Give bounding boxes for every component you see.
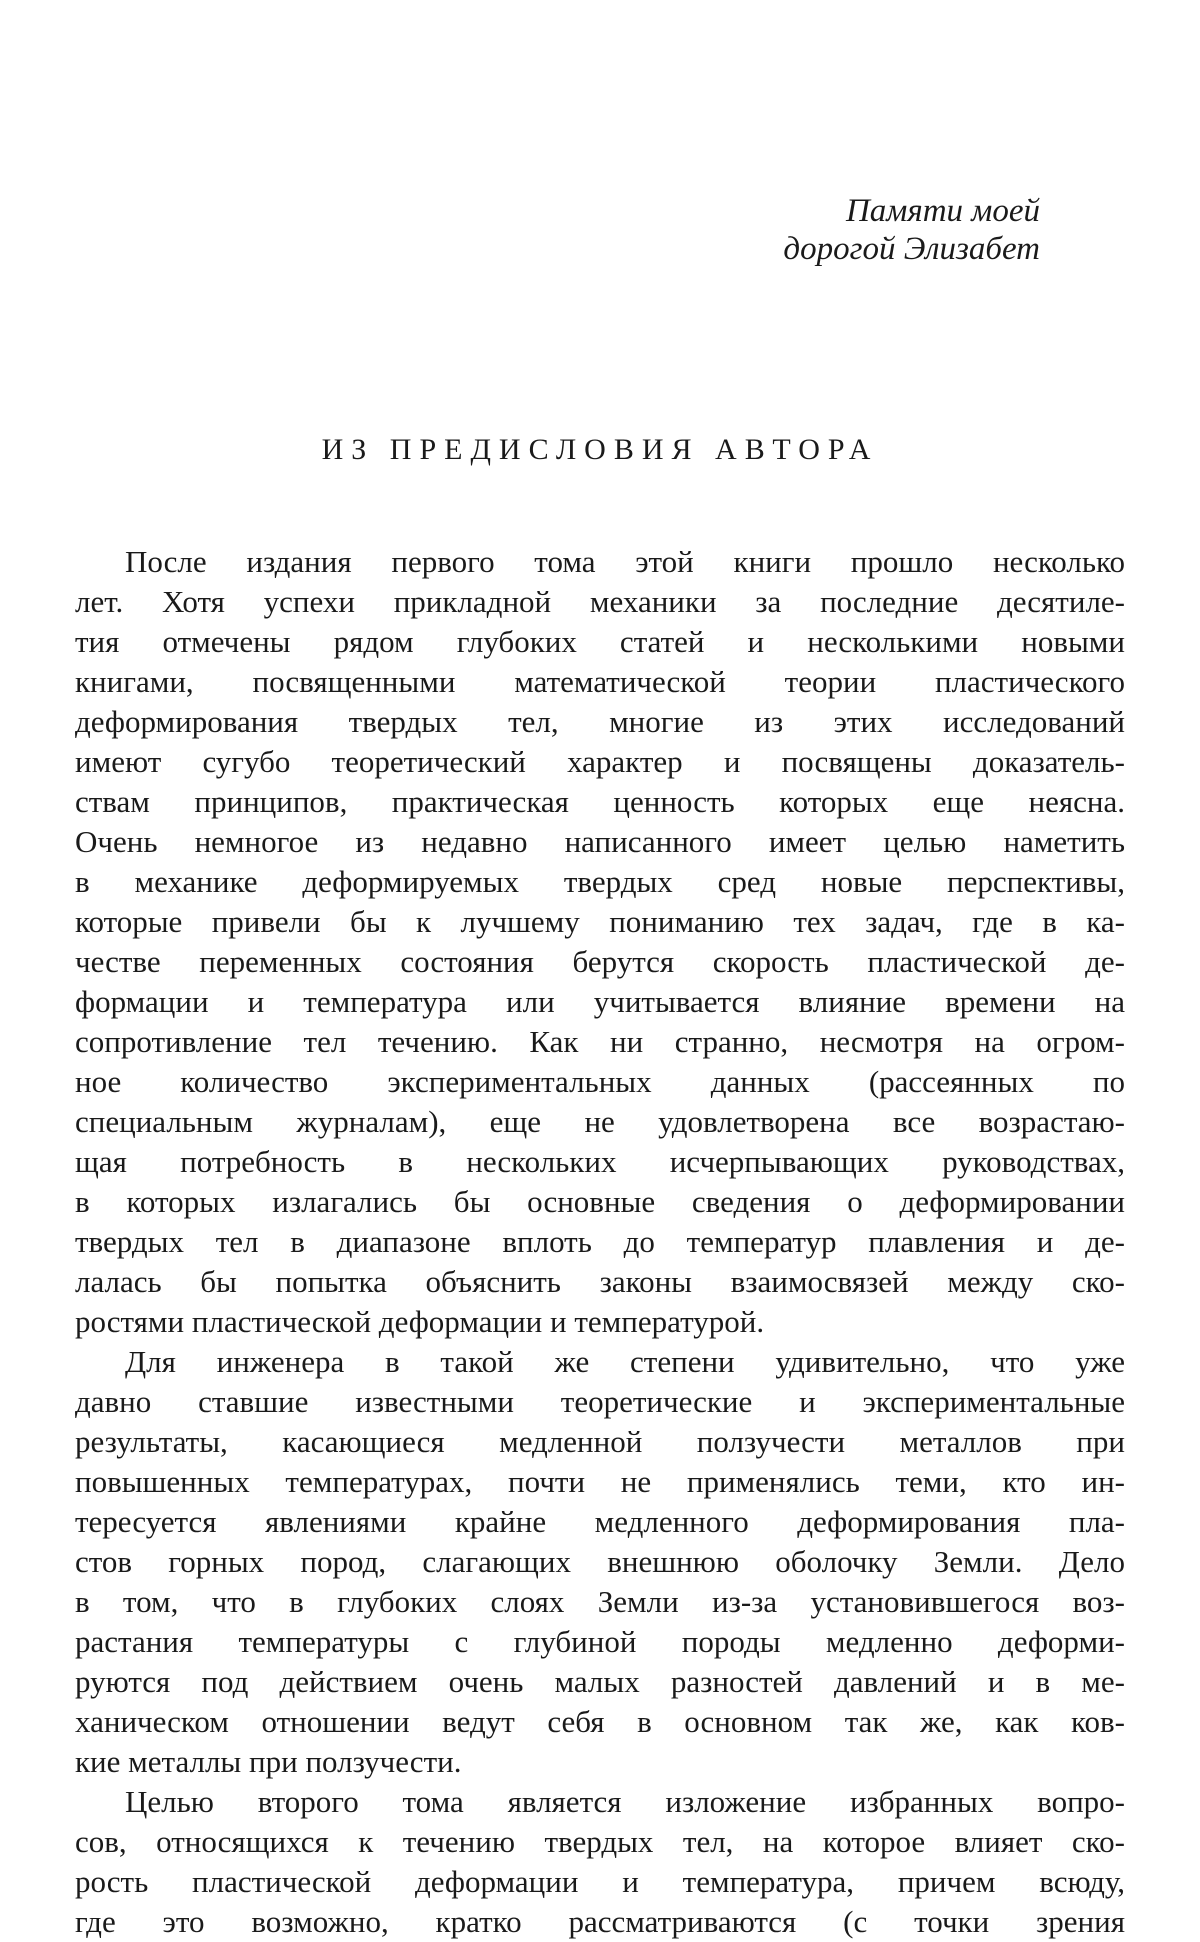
text-line: которые привели бы к лучшему пониманию тех задач, где в ка- [75, 904, 1125, 939]
text-line: лалась бы попытка объяснить законы взаимосвязей между ско- [75, 1264, 1125, 1299]
text-line: в механике деформируемых твердых сред новые перспективы, [75, 864, 1125, 899]
text-line: Целью второго тома является изложение избранных вопро- [125, 1784, 1125, 1819]
text-line: специальным журналам), еще не удовлетворена все возрастаю- [75, 1104, 1125, 1139]
text-line: рость пластической деформации и температура, причем всюду, [75, 1864, 1125, 1899]
text-line: ханическом отношении ведут себя в основном так же, как ков- [75, 1704, 1125, 1739]
text-line: стов горных пород, слагающих внешнюю оболочку Земли. Дело [75, 1544, 1125, 1579]
text-line: тия отмечены рядом глубоких статей и несколькими новыми [75, 624, 1125, 659]
text-line: в том, что в глубоких слоях Земли из-за установившегося воз- [75, 1584, 1125, 1619]
text-line: формации и температура или учитывается влияние времени на [75, 984, 1125, 1019]
dedication-line-2: дорогой Элизабет [783, 231, 1040, 267]
text-line: Для инженера в такой же степени удивительно, что уже [125, 1344, 1125, 1379]
text-line: ное количество экспериментальных данных (рассеянных по [75, 1064, 1125, 1099]
text-line: повышенных температурах, почти не применялись теми, кто ин- [75, 1464, 1125, 1499]
text-line: давно ставшие известными теоретические и экспериментальные [75, 1384, 1125, 1419]
paragraph-2 [75, 1342, 1125, 1782]
text-line: результаты, касающиеся медленной ползучести металлов при [75, 1424, 1125, 1459]
dedication-line-1: Памяти моей [845, 193, 1040, 229]
text-line: ростями пластической деформации и температурой. [75, 1304, 765, 1339]
text-line: честве переменных состояния берутся скорость пластической де- [75, 944, 1125, 979]
text-line: имеют сугубо теоретический характер и посвящены доказатель- [75, 744, 1125, 779]
text-line: Очень немногое из недавно написанного имеет целью наметить [75, 824, 1125, 859]
text-line: где это возможно, кратко рассматриваются (с точки зрения [75, 1904, 1125, 1939]
text-line: руются под действием очень малых разностей давлений и в ме- [75, 1664, 1125, 1699]
text-line: сов, относящихся к течению твердых тел, на которое влияет ско- [75, 1824, 1125, 1859]
section-heading: ИЗ ПРЕДИСЛОВИЯ АВТОРА [321, 433, 879, 466]
text-line: кие металлы при ползучести. [75, 1744, 462, 1779]
dedication [783, 192, 1040, 268]
text-line: После издания первого тома этой книги прошло несколько [125, 544, 1125, 579]
body-text [75, 542, 1125, 1942]
text-line: сопротивление тел течению. Как ни странно, несмотря на огром- [75, 1024, 1125, 1059]
text-line: деформирования твердых тел, многие из этих исследований [75, 704, 1125, 739]
paragraph-3 [75, 1782, 1125, 1942]
text-line: твердых тел в диапазоне вплоть до температур плавления и де- [75, 1224, 1125, 1259]
text-line: книгами, посвященными математической теории пластического [75, 664, 1125, 699]
text-line: тересуется явлениями крайне медленного деформирования пла- [75, 1504, 1125, 1539]
text-line: лет. Хотя успехи прикладной механики за последние десятиле- [75, 584, 1125, 619]
paragraph-1 [75, 542, 1125, 1342]
text-line: щая потребность в нескольких исчерпывающих руководствах, [75, 1144, 1125, 1179]
text-line: в которых излагались бы основные сведения о деформировании [75, 1184, 1125, 1219]
text-line: растания температуры с глубиной породы медленно деформи- [75, 1624, 1125, 1659]
text-line: ствам принципов, практическая ценность которых еще неясна. [75, 784, 1125, 819]
